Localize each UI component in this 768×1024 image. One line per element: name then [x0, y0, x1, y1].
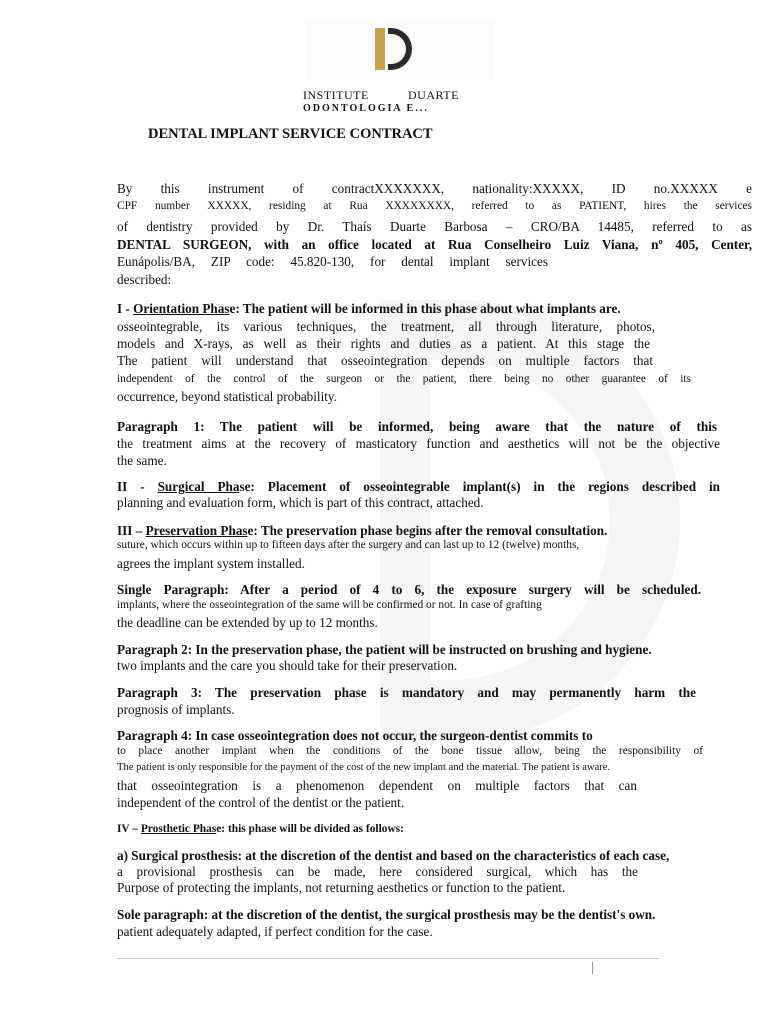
body-line: to place another implant when the conditions of the bone tissue allow, being the responsibility of [117, 745, 703, 757]
section-heading-rest: e: The patient will be informed in this phase about what implants are. [229, 301, 621, 316]
paragraph-heading: Paragraph 2: In the preservation phase, the patient will be instructed on brushing and hygiene. [117, 642, 652, 657]
footer-marker [592, 962, 593, 974]
body-line: The patient will understand that osseointegration depends on multiple factors that [117, 353, 653, 368]
section-title: Prosthetic Phas [140, 823, 217, 835]
body-line: a provisional prosthesis can be made, here considered surgical, which has the [117, 864, 638, 879]
body-line: implants, where the osseointegration of the same will be confirmed or not. In case of grafting [117, 599, 542, 611]
body-line: The patient is only responsible for the payment of the cost of the new implant and the material. The patient is aware. [117, 762, 611, 773]
body-line: occurrence, beyond statistical probability. [117, 389, 337, 404]
section-prefix: IV – [117, 823, 141, 835]
section-heading [117, 821, 752, 838]
paragraph-heading: Sole paragraph: at the discretion of the dentist, the surgical prosthesis may be the dentist's own. [117, 907, 656, 922]
paragraph-heading: a) Surgical prosthesis: at the discretion of the dentist and based on the characteristics of each case, [117, 848, 670, 863]
section-title: Orientation Phas [133, 301, 230, 316]
logo-right-word: DUARTE [408, 88, 459, 102]
body-line: that osseointegration is a phenomenon dependent on multiple factors that can [117, 778, 637, 793]
section-prefix: III – [117, 523, 146, 538]
document-title: DENTAL IMPLANT SERVICE CONTRACT [148, 126, 433, 142]
paragraph-heading: Single Paragraph: After a period of 4 to 6, the exposure surgery will be scheduled. [117, 582, 701, 597]
body-line: two implants and the care you should take for their preservation. [117, 658, 458, 673]
body-line: Purpose of protecting the implants, not returning aesthetics or function to the patient. [117, 880, 566, 895]
section-heading-rest: se: Placement of osseointegrable implant(s) in the regions described in [239, 479, 720, 494]
section-title: Preservation Phas [145, 523, 248, 538]
body-line: the deadline can be extended by up to 12 months. [117, 615, 378, 630]
body-line: agrees the implant system installed. [117, 556, 305, 571]
body-line: the treatment aims at the recovery of masticatory function and aesthetics will not be the objective [117, 436, 720, 451]
paragraph-heading: Paragraph 3: The preservation phase is mandatory and may permanently harm the [117, 685, 696, 700]
section-title: Surgical Pha [157, 479, 240, 494]
body-line: suture, which occurs within up to fifteen days after the surgery and can last up to 12 (twelve) months, [117, 539, 580, 551]
intro-line: Eunápolis/BA, ZIP code: 45.820-130, for dental implant services [117, 254, 548, 269]
intro-line: DENTAL SURGEON, with an office located at Rua Conselheiro Luiz Viana, nº 405, Center, [117, 237, 752, 252]
section-heading-rest: e: The preservation phase begins after the removal consultation. [247, 523, 608, 538]
section-heading [117, 300, 752, 317]
logo-subtitle: ODONTOLOGIA E... [303, 103, 429, 111]
body-line: independent of the control of the surgeon or the patient, there being no other guarantee of its [117, 373, 691, 385]
body-line: prognosis of implants. [117, 702, 235, 717]
body-line: patient adequately adapted, if perfect condition for the case. [117, 924, 433, 939]
paragraph-heading: Paragraph 4: In case osseointegration does not occur, the surgeon-dentist commits to [117, 728, 593, 743]
section-heading [117, 478, 720, 495]
body-line: osseointegrable, its various techniques, the treatment, all through literature, photos, [117, 319, 655, 334]
body-line: the same. [117, 453, 167, 468]
intro-line: described: [117, 272, 172, 287]
section-heading-rest: e: this phase will be divided as follows: [216, 823, 404, 835]
body-line: independent of the control of the dentist or the patient. [117, 795, 405, 810]
body-line: planning and evaluation form, which is part of this contract, attached. [117, 495, 484, 510]
footer-divider [117, 958, 659, 959]
intro-line: of dentistry provided by Dr. Thaís Duarte Barbosa – CRO/BA 14485, referred to as [117, 219, 752, 234]
intro-line: CPF number XXXXX, residing at Rua XXXXXXXX, referred to as PATIENT, hires the services [117, 200, 752, 212]
logo-left-word: INSTITUTE [303, 88, 369, 102]
body-line: models and X-rays, as well as their rights and duties as a patient. At this stage the [117, 336, 650, 351]
paragraph-heading: Paragraph 1: The patient will be informed, being aware that the nature of this [117, 419, 717, 434]
intro-line: By this instrument of contractXXXXXXX, nationality:XXXXX, ID no.XXXXX e [117, 181, 752, 196]
section-prefix: I - [117, 301, 134, 316]
section-prefix: II - [117, 479, 158, 494]
logo-letter-i [375, 28, 385, 70]
